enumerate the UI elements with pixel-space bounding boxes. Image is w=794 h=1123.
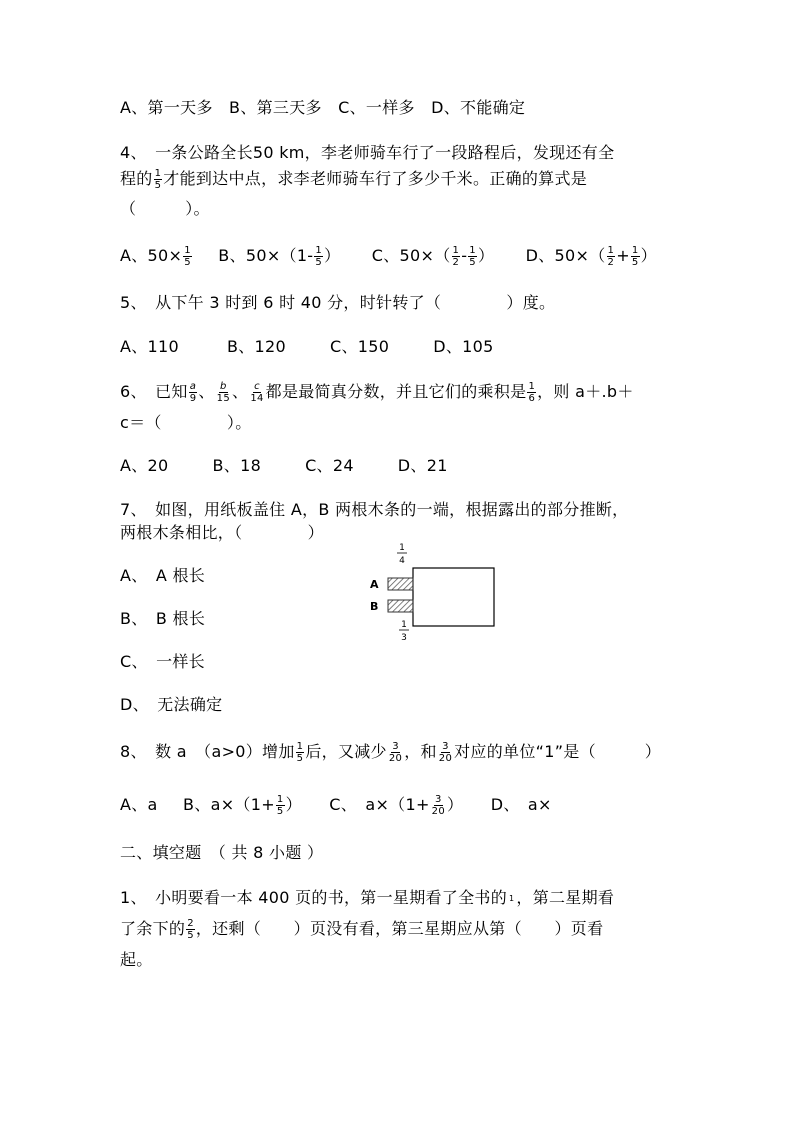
fig-bottom-denominator: 3 (401, 633, 407, 643)
option-text: ） (447, 795, 464, 814)
fraction (186, 918, 195, 941)
q8-text: 后，又减少 (305, 742, 387, 761)
q6-option-c: C、24 (305, 456, 354, 475)
fraction-numerator: c (254, 381, 260, 392)
fig-top-denominator: 4 (399, 556, 405, 566)
q4-option-b (218, 245, 341, 268)
option-text: ） (477, 246, 495, 265)
fraction-numerator: 1 (276, 794, 284, 805)
fraction-numerator: 1 (296, 741, 304, 752)
q5-option-d: D、105 (433, 337, 494, 356)
fraction-denominator: 20 (388, 753, 403, 764)
s2-q1-text: 1、 小明要看一本 400 页的书，第一星期看了全书的 (120, 888, 507, 907)
q7-option-c: C、 一样长 (120, 652, 205, 671)
fraction (249, 381, 264, 404)
q4-stem-line2 (120, 168, 587, 191)
q5-option-a: A、110 (120, 337, 179, 356)
q8-text: 8、 数 a （a>0）增加 (120, 742, 295, 761)
fig-top-numerator: 1 (399, 543, 405, 553)
q8-option-c (329, 794, 464, 817)
q8-options (120, 794, 552, 817)
fraction-numerator: 1 (631, 245, 639, 256)
fraction-numerator: 1 (154, 168, 162, 179)
q7-figure (362, 540, 502, 652)
fraction-denominator: 5 (187, 930, 194, 941)
fraction (154, 168, 163, 191)
q4-stem-line3: （ ）。 (120, 199, 210, 218)
q4-text: 程的 (120, 169, 153, 188)
fraction-denominator: 5 (469, 257, 476, 268)
operator: + (616, 246, 630, 265)
s2-q1-line3: 起。 (120, 950, 153, 969)
fraction (452, 245, 461, 268)
fraction (216, 381, 231, 404)
fraction (631, 245, 640, 268)
q7-stem-line1: 7、 如图，用纸板盖住 A，B 两根木条的一端，根据露出的部分推断， (120, 500, 629, 519)
fraction-denominator: 5 (276, 806, 284, 817)
fraction (527, 381, 536, 404)
q3-options: A、第一天多 B、第三天多 C、一样多 D、不能确定 (120, 98, 526, 117)
label-b: B (370, 600, 379, 613)
section2-title: 二、填空题 （ 共 8 小题 ） (120, 843, 324, 862)
fraction-denominator: 14 (250, 393, 264, 404)
stick-b (388, 600, 413, 612)
q6-option-a: A、20 (120, 456, 169, 475)
cardboard (413, 568, 494, 626)
fraction-denominator: 6 (528, 393, 536, 404)
fraction-denominator: 5 (631, 257, 639, 268)
s2-q1-line1 (120, 888, 614, 908)
boards-diagram (362, 540, 502, 652)
fraction-numerator: 1 (607, 245, 615, 256)
q4-option-a (120, 245, 193, 268)
fraction-denominator: 20 (431, 806, 445, 817)
q8-option-b (183, 794, 302, 817)
fraction (468, 245, 477, 268)
s2-q1-line2 (120, 918, 603, 941)
fraction-numerator: 1 (509, 893, 515, 903)
fraction-numerator: 1 (528, 381, 536, 392)
q8-option-a: A、a (120, 795, 158, 814)
q8-text: 对应的单位“1”是（ ） (454, 742, 662, 761)
q4-option-d (525, 245, 657, 268)
fraction-numerator: 1 (315, 245, 323, 256)
q6-text: ，则 a＋.b＋ (537, 382, 634, 401)
option-text: B、a×（1+ (183, 795, 275, 814)
separator: 、 (232, 382, 249, 401)
fraction (189, 381, 198, 404)
q6-text: 都是最简真分数，并且它们的乘积是 (265, 382, 527, 401)
q7-stem-line2: 两根木条相比，（ ） (120, 523, 324, 542)
q6-option-b: B、18 (212, 456, 262, 475)
option-text: A、50× (120, 246, 183, 265)
fraction-numerator: 3 (442, 741, 449, 752)
fraction-numerator: b (220, 381, 227, 392)
fraction (438, 741, 453, 764)
option-text: ） (285, 795, 302, 814)
option-text: ） (640, 246, 657, 265)
fraction (296, 741, 305, 764)
fraction (276, 794, 285, 817)
fraction-denominator: 2 (607, 257, 615, 268)
fraction (431, 794, 446, 817)
fraction-numerator: 1 (184, 245, 191, 256)
label-a: A (370, 578, 379, 591)
fraction-denominator: 5 (184, 257, 191, 268)
fraction-numerator: 3 (435, 794, 442, 805)
option-text: C、50×（ (371, 246, 451, 265)
fraction (388, 741, 403, 764)
q7-option-d: D、 无法确定 (120, 695, 223, 714)
fraction-numerator: 3 (392, 741, 399, 752)
q6-options (120, 456, 448, 476)
q4-text: 才能到达中点，求李老师骑车行了多少千米。正确的算式是 (163, 169, 588, 188)
fraction-denominator: 15 (216, 393, 230, 404)
fraction-denominator: 2 (452, 257, 460, 268)
q6-option-d: D、21 (397, 456, 448, 475)
q5-options (120, 337, 494, 357)
s2-q1-text: ，第二星期看 (516, 888, 615, 907)
q8-option-d: D、 a× (490, 795, 552, 814)
operator: - (461, 246, 468, 265)
fraction-denominator: 20 (438, 753, 453, 764)
option-text: B、50×（1- (218, 246, 314, 265)
q8-text: ，和 (404, 742, 437, 761)
fraction-denominator: 5 (296, 753, 304, 764)
fraction (508, 895, 515, 903)
fraction-denominator: 5 (154, 180, 162, 191)
fraction-denominator: 5 (315, 257, 323, 268)
q7-option-b: B、 B 根长 (120, 609, 206, 628)
fraction-numerator: 1 (452, 245, 460, 256)
fraction (314, 245, 323, 268)
fraction-numerator: a (189, 381, 197, 392)
s2-q1-text: 了余下的 (120, 919, 186, 938)
fraction (607, 245, 616, 268)
q7-option-a: A、 A 根长 (120, 566, 206, 585)
q4-options (120, 245, 657, 268)
fig-bottom-numerator: 1 (401, 620, 407, 630)
fraction-numerator: 1 (469, 245, 476, 256)
q5-option-b: B、120 (226, 337, 286, 356)
option-text: C、 a×（1+ (329, 795, 430, 814)
q4-option-c (371, 245, 495, 268)
option-text: ） (324, 246, 341, 265)
q6-stem-line2: c＝（ ）。 (120, 413, 252, 432)
q8-stem (120, 741, 661, 764)
option-text: D、50×（ (525, 246, 606, 265)
stick-a (388, 578, 413, 590)
fraction-numerator: 2 (187, 918, 194, 929)
q4-stem-line1: 4、 一条公路全长50 km，李老师骑车行了一段路程后，发现还有全 (120, 143, 615, 162)
q5-stem: 5、 从下午 3 时到 6 时 40 分，时针转了（ ）度。 (120, 293, 556, 312)
s2-q1-text: ，还剩（ ）页没有看，第三星期应从第（ ）页看 (195, 919, 604, 938)
fraction-denominator: 9 (189, 393, 197, 404)
separator: 、 (198, 382, 215, 401)
fraction (183, 245, 192, 268)
q6-stem-line1 (120, 381, 634, 404)
q5-option-c: C、150 (330, 337, 390, 356)
q6-text: 6、 已知 (120, 382, 188, 401)
